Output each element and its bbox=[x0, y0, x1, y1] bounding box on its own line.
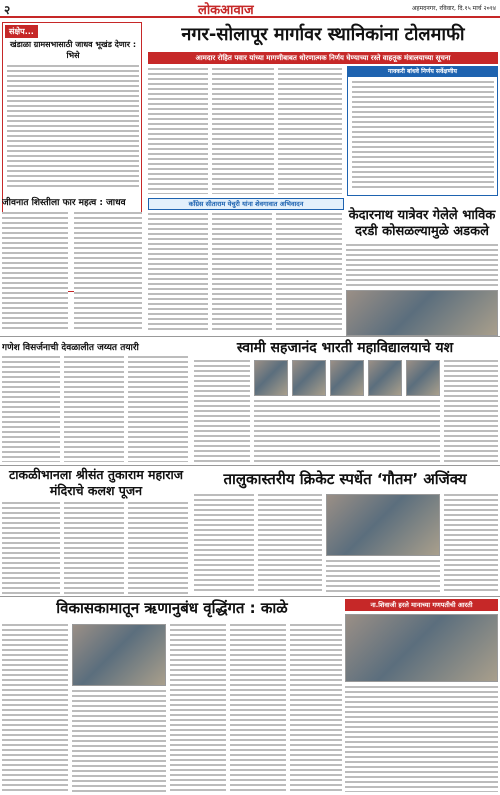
vikas-body-col6 bbox=[345, 686, 498, 792]
sankshep-body bbox=[7, 65, 139, 189]
kedar-headline: केदारनाथ यात्रेवर गेलेले भाविक दरडी कोसळल्यामुळे अडकले bbox=[348, 208, 496, 239]
ganesh-body-col2 bbox=[64, 356, 124, 462]
takali-body-col1 bbox=[2, 502, 60, 594]
cricket-body-col1 bbox=[194, 494, 254, 594]
congress-body-col1 bbox=[148, 213, 208, 333]
ganpati-photo bbox=[345, 614, 498, 682]
vikas-headline: विकासकामातून ऋणानुबंध वृद्धिंगत : काळे bbox=[56, 599, 288, 617]
cricket-body-col2 bbox=[258, 494, 322, 594]
masthead bbox=[0, 0, 500, 18]
jeevan-headline: जीवनात शिस्तीला फार महत्व : जाधव bbox=[2, 198, 126, 208]
lead-body-col2 bbox=[212, 68, 274, 194]
cricket-headline: तालुकास्तरीय क्रिकेट स्पर्धेत ‘गौतम’ अजिंक्य bbox=[223, 470, 467, 488]
newspaper-logo: लोकआवाज bbox=[198, 3, 254, 18]
section-rule-2 bbox=[0, 465, 500, 466]
sankshep-tag: संक्षेप... bbox=[5, 25, 38, 38]
vikas-body-col5 bbox=[290, 624, 342, 792]
section-rule bbox=[0, 336, 500, 337]
lead-body-col3 bbox=[278, 68, 342, 194]
ganesh-body-col3 bbox=[128, 356, 188, 462]
vikas-body-col2 bbox=[72, 690, 166, 792]
student-photo-2 bbox=[292, 360, 326, 396]
vikas-photo bbox=[72, 624, 166, 686]
lead-banner: आमदार रोहित पवार यांच्या मागणीबाबत धोरणात्मक निर्णय घेण्याच्या रस्ते वाहतूक मंत्रालयाच्या सूचना bbox=[148, 52, 498, 64]
congress-body-col3 bbox=[276, 213, 342, 333]
cricket-body-col4 bbox=[444, 494, 498, 594]
ganesh-headline: गणेश विसर्जनाची देवळालीत जय्यत तयारी bbox=[2, 343, 139, 353]
takali-body-col2 bbox=[64, 502, 124, 594]
section-rule-3 bbox=[0, 596, 500, 597]
student-photo-4 bbox=[368, 360, 402, 396]
kedar-body-top bbox=[346, 244, 498, 288]
swami-body-col2 bbox=[254, 400, 440, 464]
lead-body-col1 bbox=[148, 68, 208, 194]
news-box bbox=[347, 66, 498, 196]
jeevan-body-col2 bbox=[74, 212, 142, 330]
sankshep-headline: खंडाळा ग्रामसभासाठी जाधव भूखंड देणार : भिसे bbox=[9, 40, 137, 60]
page-number: २ bbox=[4, 3, 11, 17]
congress-body-col2 bbox=[212, 213, 272, 333]
cricket-body-col3 bbox=[326, 560, 440, 594]
vikas-subhead: ना.शिवाजी हरले मानाच्या गणपतीची आरती bbox=[345, 599, 498, 611]
student-photo-3 bbox=[330, 360, 364, 396]
student-photo-5 bbox=[406, 360, 440, 396]
ganesh-body-col1 bbox=[2, 356, 60, 462]
swami-headline: स्वामी सहजानंद भारती महाविद्यालयाचे यश bbox=[236, 340, 454, 356]
takali-headline: टाकळीभानला श्रीसंत तुकाराम महाराज मंदिराचे कलश पूजन bbox=[8, 467, 184, 498]
dateline: अहमदनगर, रविवार, दि.१५ मार्च २०१४ bbox=[411, 5, 496, 12]
vikas-body-col4 bbox=[230, 624, 286, 792]
kedar-photo bbox=[346, 290, 498, 336]
lead-headline: नगर-सोलापूर मार्गावर स्थानिकांना टोलमाफी bbox=[181, 24, 465, 45]
congress-banner: काँग्रेस सीताराम येचुरी यांना शेवगावात अभिवादन bbox=[148, 198, 344, 210]
jeevan-body-col1 bbox=[2, 212, 68, 330]
swami-body-col1 bbox=[194, 360, 250, 464]
vikas-body-col1 bbox=[2, 624, 68, 792]
takali-body-col3 bbox=[128, 502, 188, 594]
vikas-body-col3 bbox=[170, 624, 226, 792]
swami-body-col3 bbox=[444, 360, 498, 464]
cricket-photo bbox=[326, 494, 440, 556]
news-box-body bbox=[352, 81, 494, 191]
student-photo-1 bbox=[254, 360, 288, 396]
news-box-head: गावकरी बांधवे निर्णय सर्वेक्षणीय bbox=[348, 67, 497, 77]
